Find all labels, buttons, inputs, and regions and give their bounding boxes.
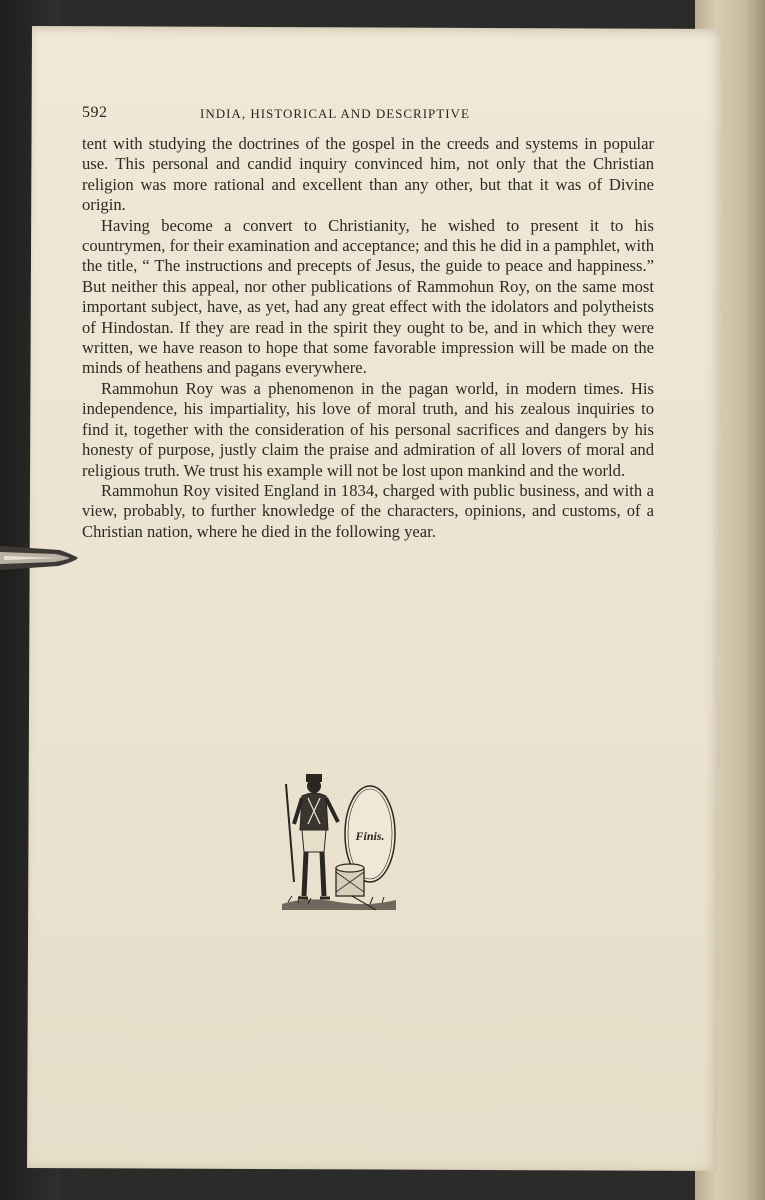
bookmark-ribbon <box>0 540 80 576</box>
paragraph: Having become a convert to Christianity, he wished to present it to his countrymen, for their examination and acceptance; and this he did in a pamphlet, with the title, “ The instructions and precepts of Jesus, the guide to peace and happiness.” But neither this appeal, nor other publications of Rammohun Roy, on the same most important subject, have, as yet, had any great effect with the idolators and polytheists of Hindostan. If they are read in the spirit they ought to be, and in which they were written, we have reason to hope that some favorable impression will be made on the minds of heathens and pagans everywhere. <box>82 215 654 378</box>
finis-inscription: Finis. <box>355 829 385 843</box>
paragraph: Rammohun Roy visited England in 1834, charged with public business, and with a view, probably, to further knowledge of the characters, opinions, and customs, of a Christian nation, where he died in the following year. <box>82 480 654 541</box>
paragraph: Rammohun Roy was a phenomenon in the pagan world, in modern times. His independence, his impartiality, his love of moral truth, and his zealous inquiries to find it, together with the consideration of his personal sacrifices and dangers by his honesty of purpose, justly claim the praise and admiration of all lovers of moral and religious truth. We trust his example will not be lost upon mankind and the world. <box>82 378 654 480</box>
page-number: 592 <box>82 104 108 121</box>
paragraph: tent with studying the doctrines of the gospel in the creeds and systems in popular use. This personal and candid inquiry convinced him, not only that the Christian religion was more rational and excellent than any other, but that it was of Divine origin. <box>82 134 654 215</box>
soldier-drum-illustration-icon <box>278 764 398 914</box>
page-header <box>82 104 652 126</box>
bookmark-icon <box>0 540 80 576</box>
finis-ornament <box>278 764 398 914</box>
running-title: INDIA, HISTORICAL AND DESCRIPTIVE <box>200 106 470 121</box>
body-text <box>82 134 654 542</box>
